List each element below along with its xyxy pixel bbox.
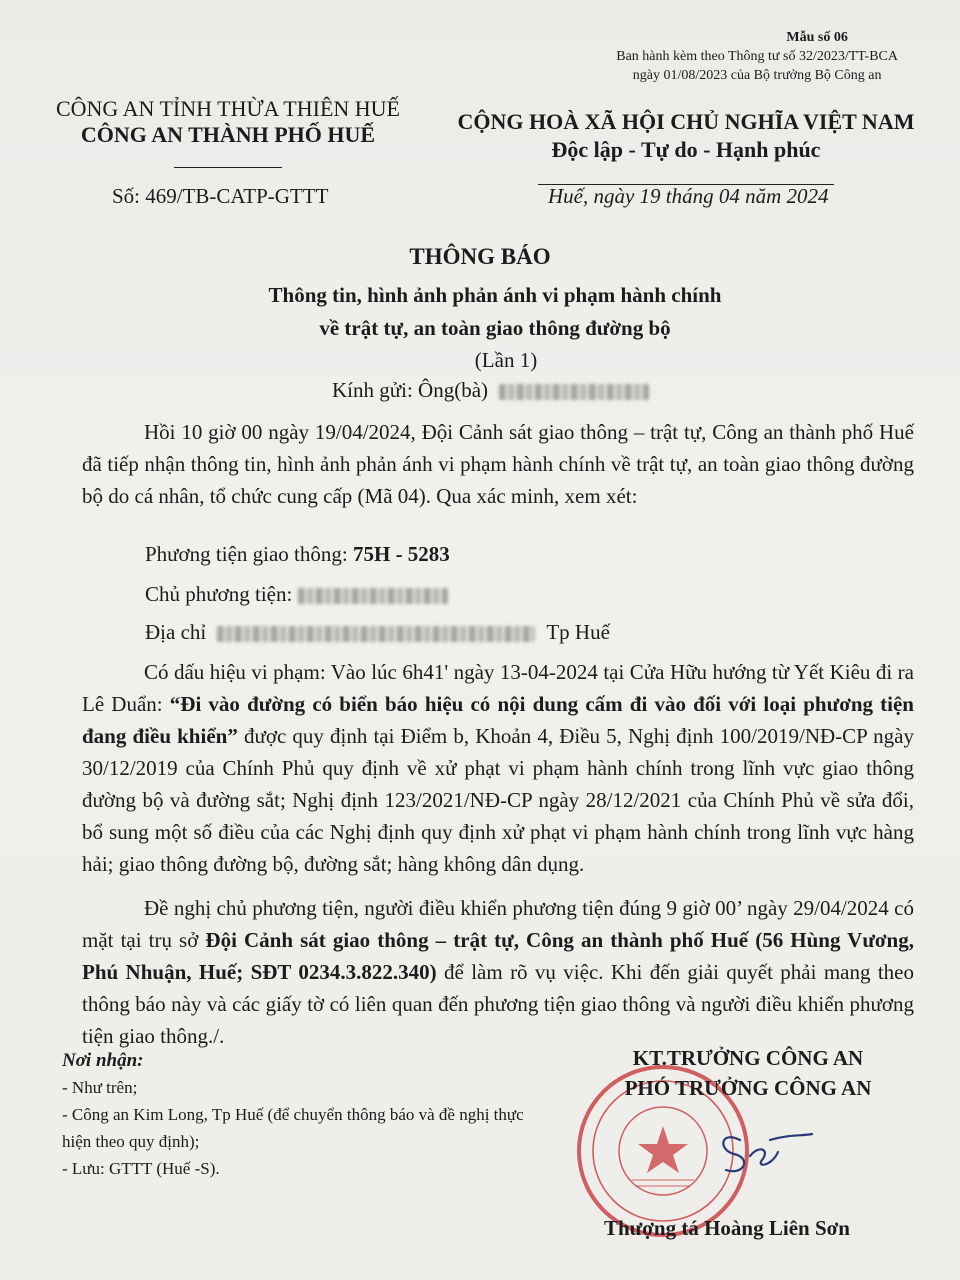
iteration: (Lần 1) bbox=[474, 348, 538, 372]
address-line bbox=[145, 616, 905, 648]
intro-paragraph: Hồi 10 giờ 00 ngày 19/04/2024, Đội Cảnh sát giao thông – trật tự, Công an thành phố Huế đã tiếp nhận thông tin, hình ảnh phản ánh vi phạm hành chính về trật tự, an toàn giao thông đường bộ do cá nhân, tổ chức cung cấp (Mã 04). Qua xác minh, xem xét: bbox=[82, 420, 914, 508]
document-number: Số: 469/TB-CATP-GTTT bbox=[112, 184, 329, 208]
recipients-heading: Nơi nhận: bbox=[62, 1050, 144, 1071]
subtitle-line2: về trật tự, an toàn giao thông đường bộ bbox=[319, 316, 671, 340]
violation-legal-basis: được quy định tại Điểm b, Khoản 4, Điều 5, Nghị định 100/2019/NĐ-CP ngày 30/12/2019 của Chính Phủ quy định về xử phạt vi phạm hành chính trong lĩnh vực giao thông đường bộ và đường sắt; Nghị định 123/2021/NĐ-CP ngày 28/12/2021 của Chính Phủ về sửa đổi, bổ sung một số điều của các Nghị định quy định xử phạt vi phạm hành chính trong lĩnh vực hàng hải; giao thông đường bộ, đường sắt; hàng không dân dụng. bbox=[82, 724, 914, 876]
recipient-line bbox=[332, 378, 649, 403]
form-number: Mẫu số 06 bbox=[786, 30, 848, 45]
vehicle-label: Phương tiện giao thông: bbox=[145, 542, 353, 566]
redacted-owner-name bbox=[298, 588, 448, 604]
recipient-label: Kính gửi: Ông(bà) bbox=[332, 378, 489, 402]
request-place: Đội Cảnh sát giao thông – trật tự, Công an thành phố Huế (56 Hùng Vương, Phú Nhuận, Huế; SĐT 0234.3.822.340) bbox=[82, 928, 914, 984]
signature-line2: PHÓ TRƯỞNG CÔNG AN bbox=[624, 1076, 872, 1100]
document-title: THÔNG BÁO bbox=[409, 244, 551, 269]
agency-name: CÔNG AN THÀNH PHỐ HUẾ bbox=[80, 122, 376, 147]
signer-name: Thượng tá Hoàng Liên Sơn bbox=[604, 1216, 850, 1240]
agency-parent: CÔNG AN TỈNH THỪA THIÊN HUẾ bbox=[55, 96, 400, 121]
violation-lead: Có dấu hiệu vi phạm: Vào lúc 6h41' ngày 13-04-2024 tại Cửa Hữu hướng từ Yết Kiêu đi ra Lê Duẩn: bbox=[82, 660, 914, 716]
request-paragraph bbox=[82, 892, 914, 1052]
recipient-item: - Như trên; bbox=[62, 1078, 138, 1097]
date-line: Huế, ngày 19 tháng 04 năm 2024 bbox=[548, 184, 829, 208]
agency-underline bbox=[174, 167, 282, 168]
document-subtitle bbox=[0, 279, 960, 345]
form-issued-line1: Ban hành kèm theo Thông tư số 32/2023/TT-BCA bbox=[616, 49, 898, 64]
signature-line1: KT.TRƯỞNG CÔNG AN bbox=[632, 1046, 864, 1070]
address-city: Tp Huế bbox=[546, 620, 610, 644]
redacted-address bbox=[217, 626, 535, 642]
agency-header bbox=[38, 96, 418, 174]
subtitle-line1: Thông tin, hình ảnh phản ánh vi phạm hành chính bbox=[268, 283, 722, 307]
recipient-item: - Công an Kim Long, Tp Huế (để chuyển thông báo và đề nghị thực hiện theo quy định); bbox=[62, 1105, 524, 1151]
signature-title bbox=[598, 1043, 898, 1103]
recipient-item: - Lưu: GTTT (Huế -S). bbox=[62, 1159, 220, 1178]
nation-name: CỘNG HOÀ XÃ HỘI CHỦ NGHĨA VIỆT NAM bbox=[457, 109, 915, 134]
signature-scribble bbox=[700, 1120, 820, 1180]
vehicle-plate: 75H - 5283 bbox=[352, 542, 450, 566]
violation-act: “Đi vào đường có biển báo hiệu có nội dung cấm đi vào đối với loại phương tiện đang điều khiển” bbox=[82, 692, 914, 748]
recipients-block bbox=[62, 1047, 532, 1182]
owner-label: Chủ phương tiện: bbox=[145, 582, 298, 606]
redacted-recipient-name bbox=[499, 384, 649, 400]
violation-paragraph bbox=[82, 656, 914, 880]
request-lead: Đề nghị chủ phương tiện, người điều khiển phương tiện đúng 9 giờ 00’ ngày 29/04/2024 có mặt tại trụ sở bbox=[82, 896, 914, 952]
nation-header bbox=[452, 108, 920, 192]
address-label: Địa chỉ bbox=[145, 620, 207, 644]
form-issued-line2: ngày 01/08/2023 của Bộ trưởng Bộ Công an bbox=[632, 68, 882, 83]
nation-motto: Độc lập - Tự do - Hạnh phúc bbox=[551, 137, 821, 162]
form-note bbox=[616, 28, 898, 85]
vehicle-line bbox=[145, 538, 905, 570]
request-rest: để làm rõ vụ việc. Khi đến giải quyết phải mang theo thông báo này và các giấy tờ có liên quan đến phương tiện giao thông và người điều khiển phương tiện giao thông./. bbox=[82, 960, 915, 1048]
owner-line bbox=[145, 578, 905, 610]
